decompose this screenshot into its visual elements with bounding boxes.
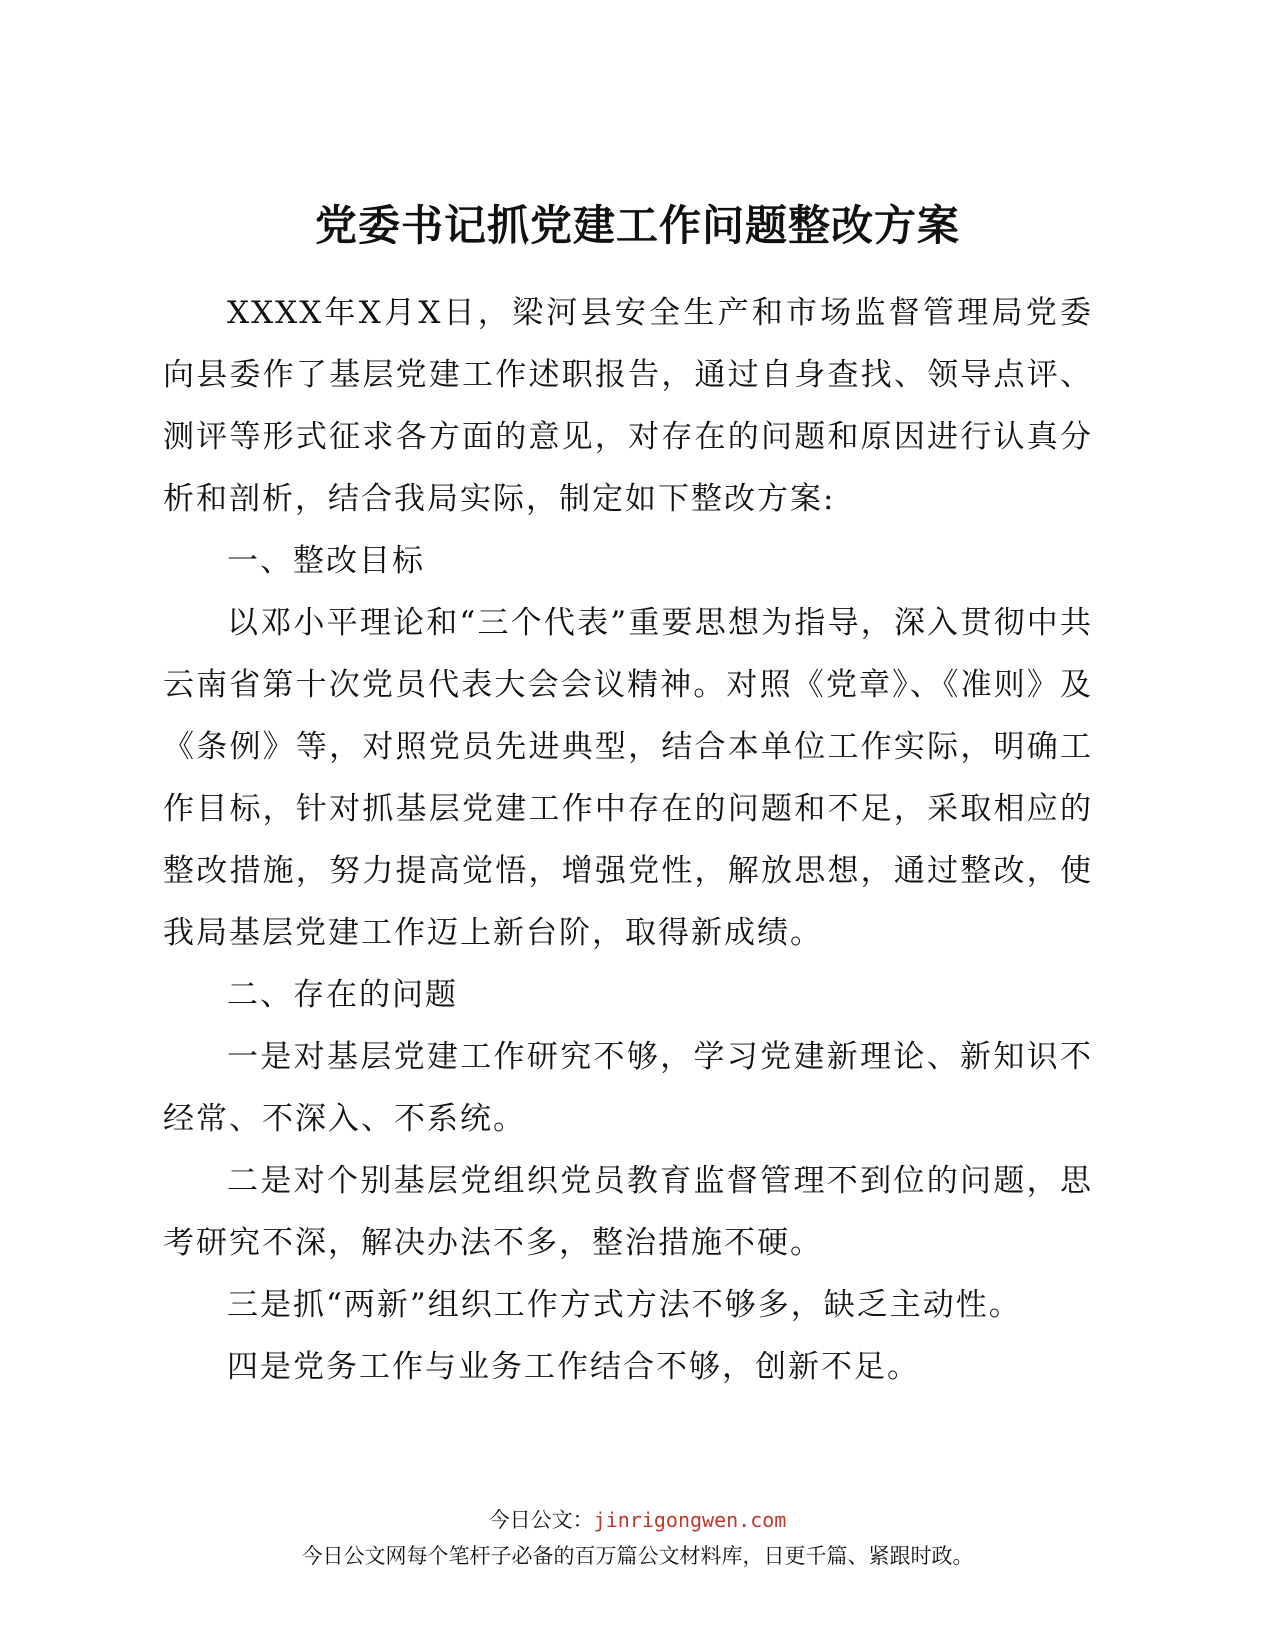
- problem-item-3: 三是抓“两新”组织工作方式方法不够多，缺乏主动性。: [227, 1287, 1022, 1323]
- footer-site-link[interactable]: jinrigongwen.com: [593, 1508, 787, 1532]
- goals-paragraph: 以邓小平理论和“三个代表”重要思想为指导，深入贯彻中共云南省第十次党员代表大会会议精神。对照《党章》、《准则》及《条例》等，对照党员先进典型，结合本单位工作实际，明确工作目标，针对抓基层党建工作中存在的问题和不足，采取相应的整改措施，努力提高觉悟，增强党性，解放思想，通过整改，使我局基层党建工作迈上新台阶，取得新成绩。: [163, 605, 1093, 951]
- intro-paragraph: XXXX年X月X日，梁河县安全生产和市场监督管理局党委向县委作了基层党建工作述职报告，通过自身查找、领导点评、测评等形式征求各方面的意见，对存在的问题和原因进行认真分析和剖析，结合我局实际，制定如下整改方案:: [163, 295, 1093, 517]
- footer-tagline: 今日公文网每个笔杆子必备的百万篇公文材料库，日更千篇、紧跟时政。: [301, 1544, 974, 1568]
- section-heading-problems: 二、存在的问题: [227, 977, 458, 1013]
- document-body: [163, 282, 1093, 1398]
- document-title: 党委书记抓党建工作问题整改方案: [314, 201, 960, 250]
- footer-label: 今日公文：: [488, 1508, 594, 1532]
- footer-source-line: [0, 1504, 1275, 1534]
- problem-item-1: 一是对基层党建工作研究不够，学习党建新理论、新知识不经常、不深入、不系统。: [163, 1039, 1093, 1137]
- problem-item-4: 四是党务工作与业务工作结合不够，创新不足。: [227, 1349, 920, 1385]
- section-heading-goals: 一、整改目标: [227, 543, 425, 579]
- problem-item-2: 二是对个别基层党组织党员教育监督管理不到位的问题，思考研究不深，解决办法不多，整治措施不硬。: [163, 1163, 1093, 1261]
